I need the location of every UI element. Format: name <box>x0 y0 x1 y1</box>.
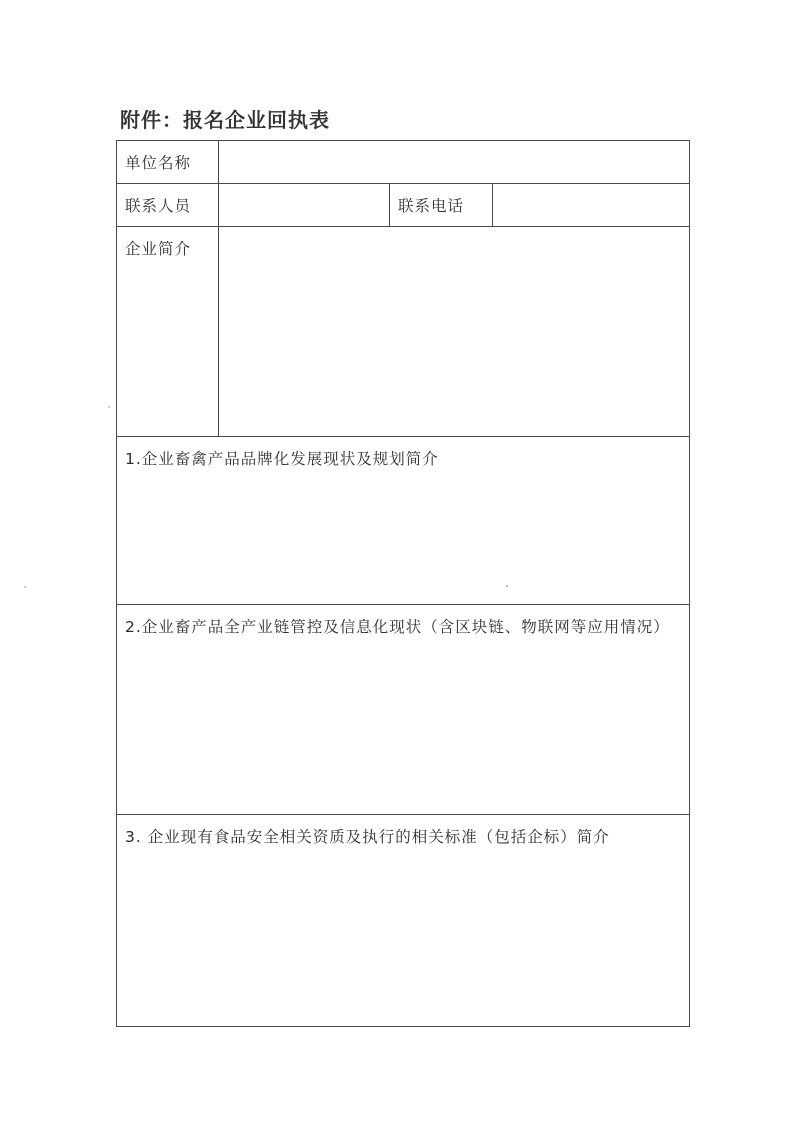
contact-person-field[interactable] <box>219 184 390 227</box>
scan-speck <box>108 406 110 408</box>
company-intro-field[interactable] <box>219 227 690 437</box>
company-intro-row <box>117 227 690 437</box>
section-row-3 <box>117 815 690 1027</box>
section-2-heading: 2.企业畜产品全产业链管控及信息化现状（含区块链、物联网等应用情况） <box>125 618 670 636</box>
contact-phone-field[interactable] <box>493 184 690 227</box>
registration-form-table <box>116 140 690 1027</box>
section-1-cell[interactable] <box>117 437 690 605</box>
section-2-cell[interactable] <box>117 605 690 815</box>
company-intro-label: 企业简介 <box>117 227 219 437</box>
section-row-2 <box>117 605 690 815</box>
scan-speck <box>24 586 26 588</box>
company-name-field[interactable] <box>219 141 690 184</box>
section-1-heading: 1.企业畜禽产品品牌化发展现状及规划简介 <box>125 450 439 468</box>
contact-person-label: 联系人员 <box>117 184 219 227</box>
section-3-heading: 3. 企业现有食品安全相关资质及执行的相关标准（包括企标）简介 <box>125 828 610 846</box>
contact-row <box>117 184 690 227</box>
scan-speck <box>506 585 508 587</box>
page-title: 附件：报名企业回执表 <box>120 108 330 132</box>
section-row-1 <box>117 437 690 605</box>
contact-phone-label: 联系电话 <box>390 184 493 227</box>
company-name-label: 单位名称 <box>117 141 219 184</box>
company-name-row <box>117 141 690 184</box>
section-3-cell[interactable] <box>117 815 690 1027</box>
